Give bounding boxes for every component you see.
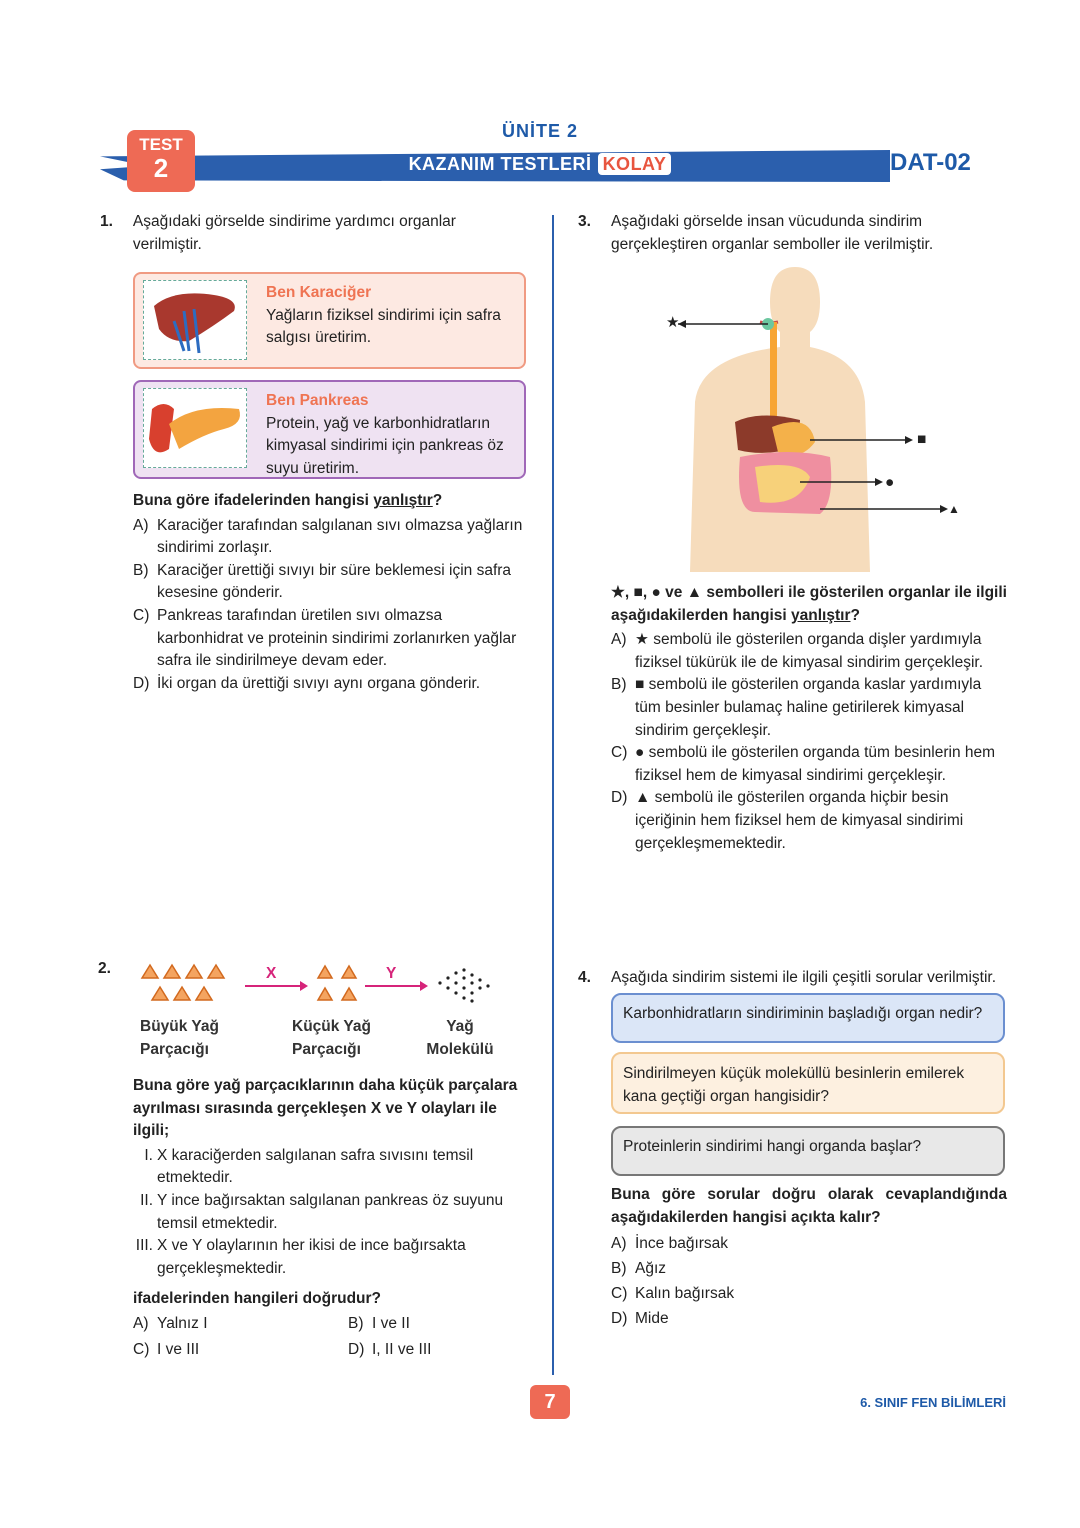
question-card-2: Sindirilmeyen küçük moleküllü besinlerin emilerek kana geçtiği organ hangisidir? xyxy=(611,1052,1005,1114)
opt-text: İnce bağırsak xyxy=(635,1235,729,1253)
y-label: Y xyxy=(386,965,397,982)
opt-text: Yalnız I xyxy=(157,1314,208,1332)
opt-letter: B) xyxy=(133,561,149,579)
statement-2 xyxy=(133,1190,528,1235)
option-a[interactable] xyxy=(611,629,1007,674)
option-c[interactable] xyxy=(611,742,1007,787)
opt-letter: C) xyxy=(611,744,628,762)
q1-question xyxy=(133,490,528,513)
option-b[interactable] xyxy=(611,674,1007,742)
opt-letter: D) xyxy=(348,1340,365,1358)
opt-text: I ve II xyxy=(372,1314,410,1332)
opt-letter: C) xyxy=(133,1340,150,1358)
opt-letter: D) xyxy=(133,674,150,692)
opt-text: ■ sembolü ile gösterilen organda kaslar yardımıyla tüm besinler bulamaç haline getirilerek kimyasal sindirim gerçekleşir. xyxy=(635,676,982,739)
level-badge: KOLAY xyxy=(598,153,672,175)
q-stem: Aşağıda sindirim sistemi ile ilgili çeşitli sorular verilmiştir. xyxy=(611,969,997,986)
option-d[interactable] xyxy=(133,673,528,696)
pancreas-heading: Ben Pankreas xyxy=(266,392,369,409)
opt-text: Ağız xyxy=(635,1260,667,1278)
opt-text: ● sembolü ile gösterilen organda tüm besinlerin hem fiziksel hem de kimyasal sindirimi gerçekleşir. xyxy=(635,744,996,784)
opt-letter: C) xyxy=(611,1285,628,1303)
q-number: 4. xyxy=(578,969,591,986)
q-stem: Buna göre yağ parçacıklarının daha küçük parçalara ayrılması sırasında gerçekleşen X ve Y olayları ile ilgili; xyxy=(133,1077,518,1140)
st-text: X karaciğerden salgılanan safra sıvısını temsil etmektedir. xyxy=(157,1146,474,1187)
opt-letter: B) xyxy=(611,1260,627,1278)
q-text: ★, ■, ● ve ▲ sembolleri ile gösterilen organlar ile ilgili aşağıdakilerden hangisi xyxy=(611,584,1007,624)
liver-heading: Ben Karaciğer xyxy=(266,284,372,301)
opt-text: ▲ sembolü ile gösterilen organda hiçbir besin içeriğinin hem fiziksel hem de kimyasal sindirimi gerçekleşmemektedir. xyxy=(635,789,964,852)
option-b[interactable] xyxy=(611,1256,1007,1281)
column-divider xyxy=(552,215,554,1375)
q-mark: ? xyxy=(850,606,860,624)
opt-text: I, II ve III xyxy=(372,1340,432,1358)
test-number: 2 xyxy=(153,153,169,183)
stage-large-fat: Büyük Yağ Parçacığı xyxy=(140,1018,219,1058)
pancreas-text: Protein, yağ ve karbonhidratların kimyasal sindirimi için pankreas öz suyu üretirim. xyxy=(266,414,504,477)
opt-text: Pankreas tarafından üretilen sıvı olmazsa karbonhidrat ve proteinin sindirimi zorlanırken yağlar safra ile sindirilmeye devam eder. xyxy=(157,606,517,670)
q-mark: ? xyxy=(432,492,443,509)
q1-body xyxy=(133,490,528,695)
st-num: I. xyxy=(144,1146,153,1164)
question-1 xyxy=(100,211,528,256)
q-question: Buna göre sorular doğru olarak cevaplandığında aşağıdakilerden hangisi açıkta kalır? xyxy=(611,1186,1007,1226)
square-symbol: ■ xyxy=(917,431,927,448)
opt-letter: D) xyxy=(611,1310,628,1328)
opt-text: Karaciğer ürettiği sıvıyı bir süre beklemesi için safra kesesine gönderir. xyxy=(157,561,512,602)
question-4 xyxy=(578,967,1008,990)
fat-digestion-diagram xyxy=(130,958,500,1008)
option-c[interactable] xyxy=(133,605,528,673)
test-badge xyxy=(127,130,195,192)
opt-letter: D) xyxy=(611,789,628,807)
option-a[interactable] xyxy=(133,1313,348,1336)
x-label: X xyxy=(266,965,277,982)
q2-body xyxy=(133,1075,528,1361)
opt-text: İki organ da ürettiği sıvıyı aynı organa gönderir. xyxy=(157,674,481,692)
opt-letter: A) xyxy=(133,516,149,534)
q-key: yanlıştır xyxy=(791,606,851,624)
st-num: III. xyxy=(135,1237,153,1255)
opt-text: ★ sembolü ile gösterilen organda dişler yardımıyla fiziksel tükürük ile de kimyasal sindirim gerçekleşir. xyxy=(635,631,984,671)
option-a[interactable] xyxy=(611,1231,1007,1256)
q-number: 1. xyxy=(100,213,113,230)
test-label: TEST xyxy=(139,135,183,154)
option-d[interactable] xyxy=(611,787,1007,855)
liver-text: Yağların fiziksel sindirimi için safra salgısı üretirim. xyxy=(266,306,501,347)
opt-text: Karaciğer tarafından salgılanan sıvı olmazsa yağların sindirimi zorlaşır. xyxy=(157,516,523,557)
question-card-1: Karbonhidratların sindiriminin başladığı organ nedir? xyxy=(611,993,1005,1043)
opt-letter: A) xyxy=(611,1235,627,1253)
digestive-system-image xyxy=(660,262,970,574)
statement-1 xyxy=(133,1145,528,1190)
pancreas-image xyxy=(143,388,247,468)
title-text: KAZANIM TESTLERİ xyxy=(408,154,592,174)
opt-letter: B) xyxy=(348,1314,364,1332)
star-symbol: ★ xyxy=(666,314,680,331)
question-3 xyxy=(578,211,1008,256)
stage-fat-molecule: Yağ Molekülü xyxy=(426,1018,494,1058)
q-question: ifadelerinden hangileri doğrudur? xyxy=(133,1290,382,1308)
option-b[interactable] xyxy=(348,1313,528,1336)
q-stem: Aşağıdaki görselde sindirime yardımcı organlar verilmiştir. xyxy=(132,213,456,253)
liver-card xyxy=(133,272,526,369)
triangle-symbol: ▲ xyxy=(948,502,960,516)
opt-letter: A) xyxy=(611,631,627,649)
q3-body xyxy=(611,582,1007,855)
liver-image xyxy=(143,280,247,360)
st-text: Y ince bağırsaktan salgılanan pankreas öz suyunu temsil etmektedir. xyxy=(157,1191,504,1232)
question-card-3: Proteinlerin sindirimi hangi organda başlar? xyxy=(611,1126,1005,1176)
st-num: II. xyxy=(140,1191,153,1209)
pancreas-card xyxy=(133,380,526,479)
q-text: Buna göre ifadelerinden hangisi xyxy=(133,492,374,509)
q4-body xyxy=(611,1184,1007,1331)
option-d[interactable] xyxy=(611,1306,1007,1331)
unit-title: ÜNİTE 2 xyxy=(501,121,578,141)
opt-text: Mide xyxy=(635,1310,669,1328)
test-code: DAT-02 xyxy=(890,149,971,176)
option-d[interactable] xyxy=(348,1339,528,1362)
opt-letter: C) xyxy=(133,606,150,624)
q-number: 2. xyxy=(98,960,111,977)
opt-letter: B) xyxy=(611,676,627,694)
page-number: 7 xyxy=(530,1385,570,1419)
q-number: 3. xyxy=(578,213,591,230)
q-stem: Aşağıdaki görselde insan vücudunda sindirim gerçekleştiren organlar semboller ile verilmiştir. xyxy=(611,213,934,253)
option-c[interactable] xyxy=(133,1339,348,1362)
q3-question xyxy=(611,582,1007,627)
q-key: yanlıştır xyxy=(373,492,433,509)
opt-text: I ve III xyxy=(157,1340,200,1358)
statement-3 xyxy=(133,1235,528,1280)
subject-footer: 6. SINIF FEN BİLİMLERİ xyxy=(860,1395,1006,1410)
circle-symbol: ● xyxy=(885,474,895,491)
option-c[interactable] xyxy=(611,1281,1007,1306)
st-text: X ve Y olaylarının her ikisi de ince bağırsakta gerçekleşmektedir. xyxy=(157,1237,466,1277)
opt-text: Kalın bağırsak xyxy=(635,1285,735,1303)
option-a[interactable] xyxy=(133,515,528,560)
stage-small-fat: Küçük Yağ Parçacığı xyxy=(292,1018,371,1058)
opt-letter: A) xyxy=(133,1314,149,1332)
option-b[interactable] xyxy=(133,560,528,605)
